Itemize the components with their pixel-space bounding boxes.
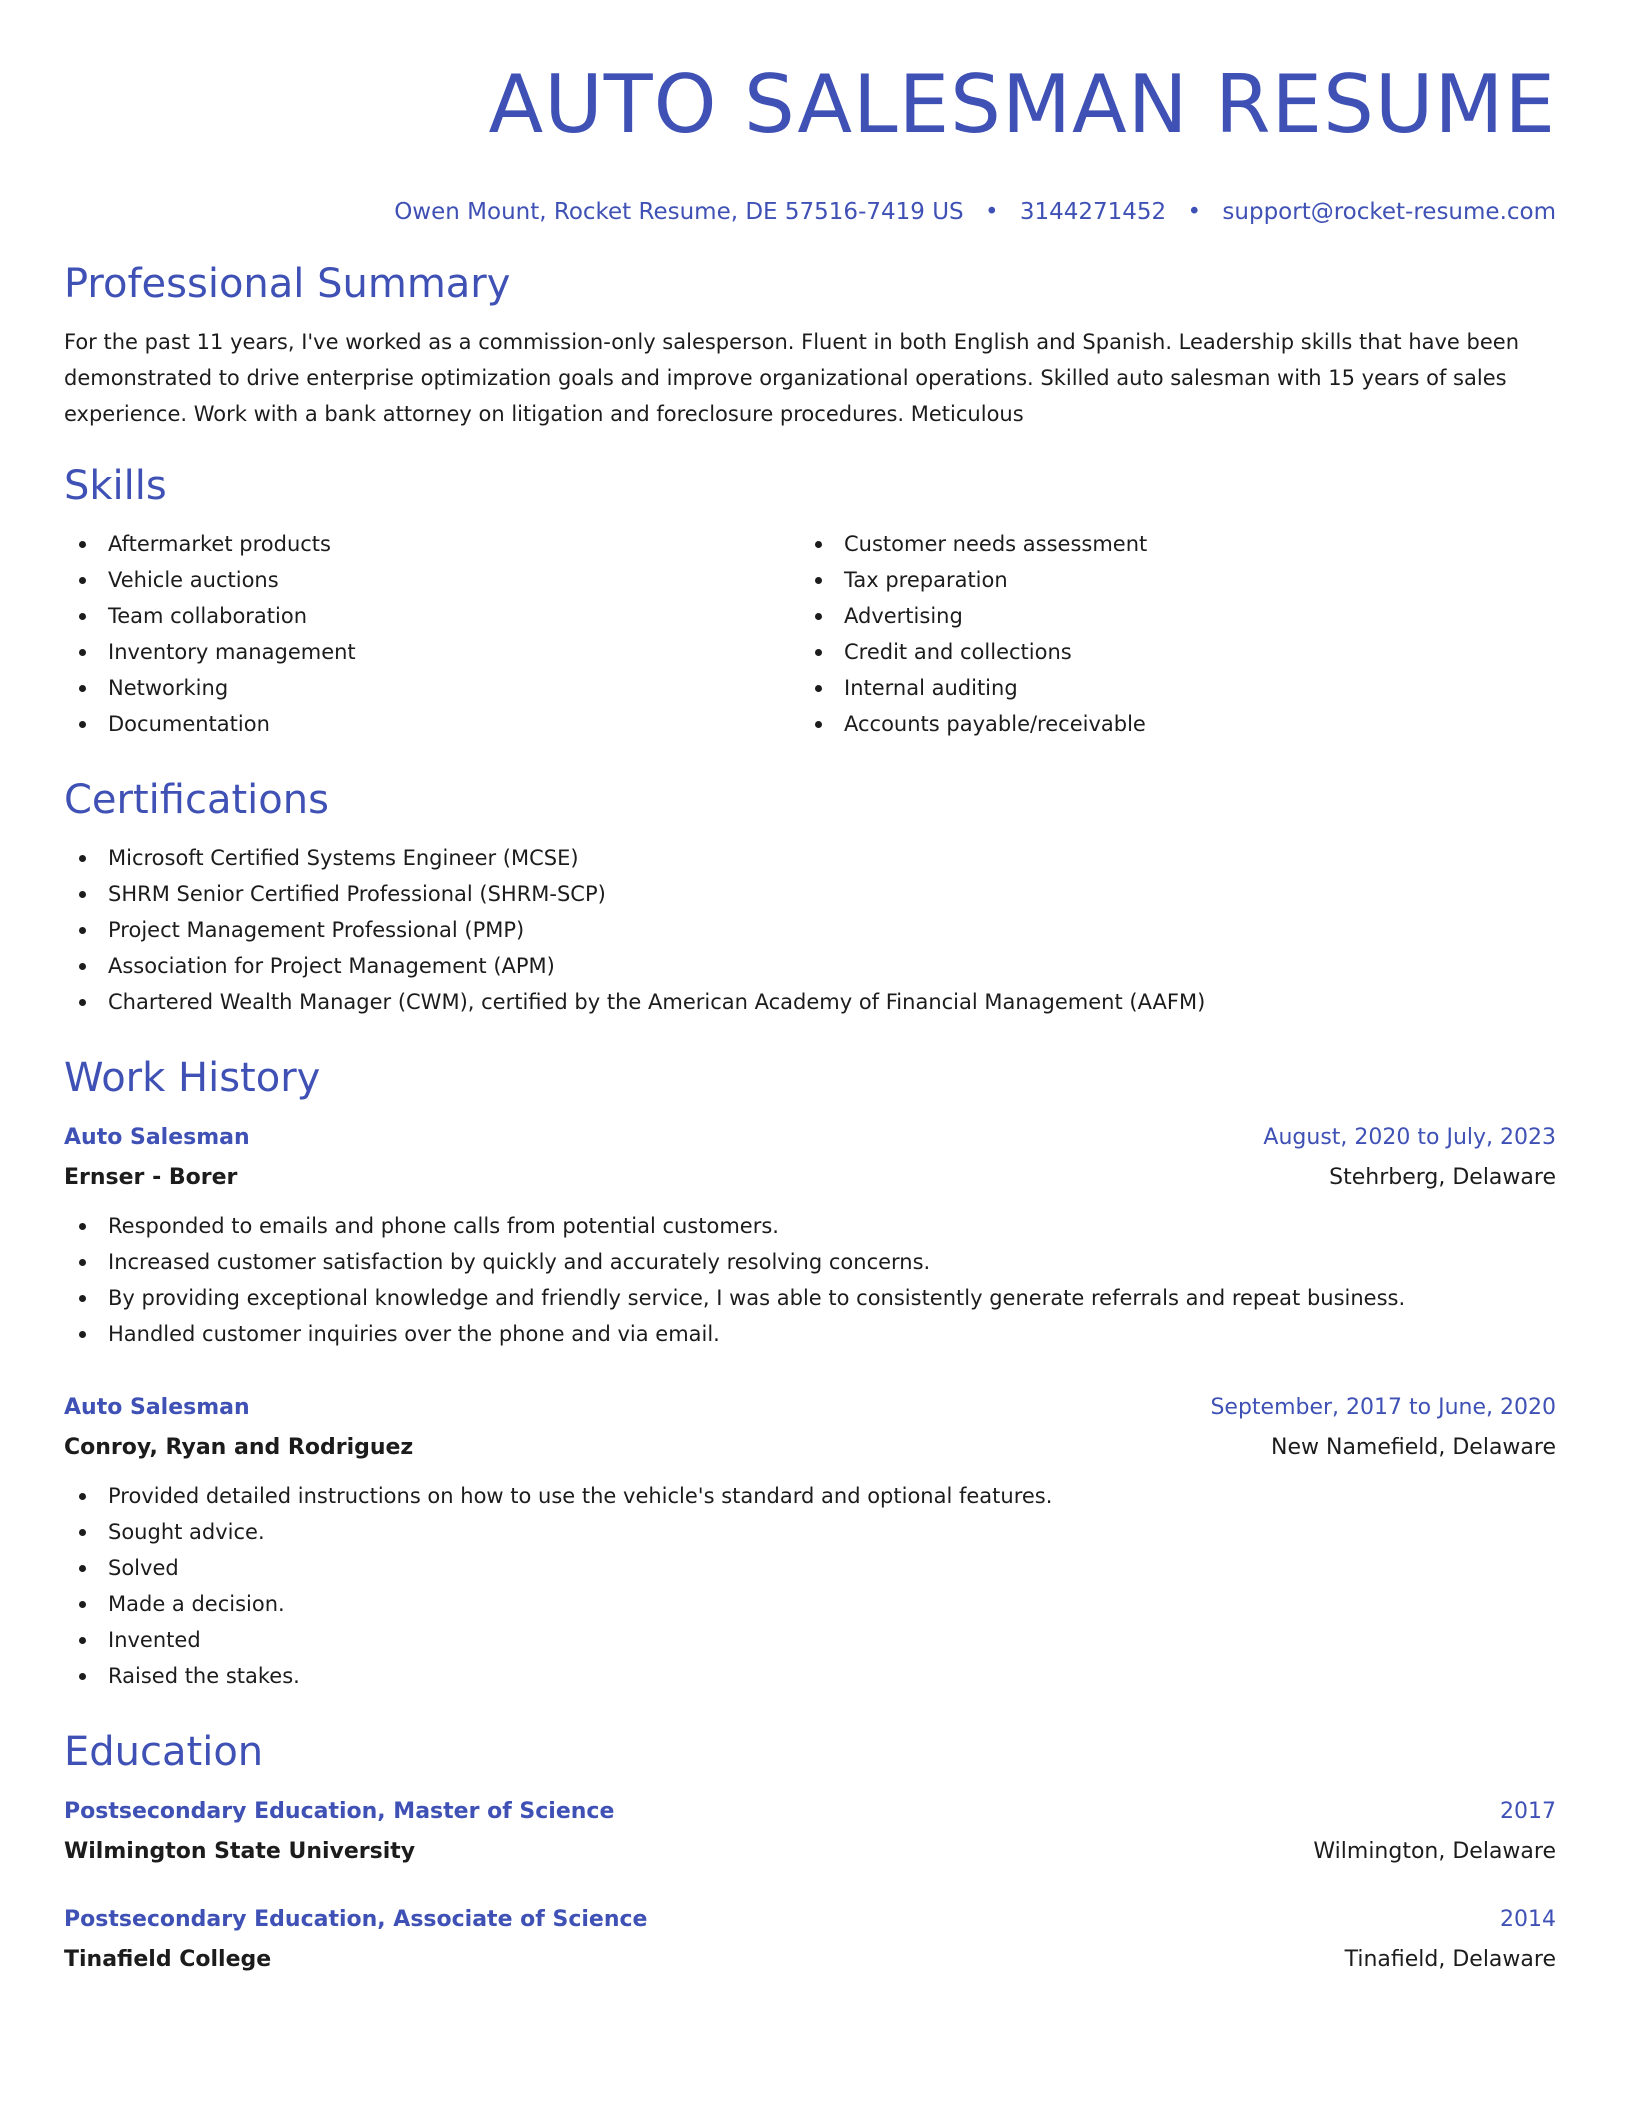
skill-item xyxy=(800,598,1536,634)
skill-label: Customer needs assessment xyxy=(844,532,1148,556)
bullet-icon xyxy=(79,927,86,934)
company-name: Conroy, Ryan and Rodriguez xyxy=(64,1435,414,1460)
job-duty-text: Provided detailed instructions on how to use the vehicle's standard and optional features. xyxy=(108,1484,1053,1508)
job-title-row xyxy=(64,1118,1556,1158)
school-name: Wilmington State University xyxy=(64,1839,416,1864)
job-location: Stehrberg, Delaware xyxy=(1329,1165,1556,1190)
bullet-icon xyxy=(79,1223,86,1230)
skills-list-left xyxy=(64,526,800,742)
skill-item xyxy=(800,634,1536,670)
bullet-icon xyxy=(79,1673,86,1680)
skill-label: Team collaboration xyxy=(108,604,308,628)
bullet-icon xyxy=(79,1331,86,1338)
job-dates: September, 2017 to June, 2020 xyxy=(1210,1395,1556,1420)
job-duty-item xyxy=(64,1550,1556,1586)
bullet-icon xyxy=(79,963,86,970)
graduation-year: 2014 xyxy=(1500,1907,1556,1932)
job-duty-text: By providing exceptional knowledge and friendly service, I was able to consistently generate referrals and repeat business. xyxy=(108,1286,1406,1310)
bullet-icon xyxy=(79,1565,86,1572)
contact-separator: • xyxy=(1187,199,1202,225)
job-duties-list xyxy=(64,1478,1556,1694)
certification-label: Chartered Wealth Manager (CWM), certified by the American Academy of Financial Management (AAFM) xyxy=(108,990,1206,1014)
degree-title: Postsecondary Education, Associate of Science xyxy=(64,1907,648,1932)
bullet-icon xyxy=(79,721,86,728)
work-history-section xyxy=(64,1050,1556,1694)
job-dates: August, 2020 to July, 2023 xyxy=(1263,1125,1556,1150)
school-name: Tinafield College xyxy=(64,1947,272,1972)
job-duty-text: Responded to emails and phone calls from potential customers. xyxy=(108,1214,779,1238)
skill-item xyxy=(800,706,1536,742)
bullet-icon xyxy=(79,541,86,548)
certification-label: SHRM Senior Certified Professional (SHRM-SCP) xyxy=(108,882,606,906)
certification-label: Microsoft Certified Systems Engineer (MCSE) xyxy=(108,846,579,870)
skill-label: Credit and collections xyxy=(844,640,1072,664)
job-duties-list xyxy=(64,1208,1556,1352)
bullet-icon xyxy=(815,613,822,620)
bullet-icon xyxy=(79,1529,86,1536)
school-row xyxy=(64,1940,1556,1980)
bullet-icon xyxy=(79,613,86,620)
bullet-icon xyxy=(815,577,822,584)
job-duty-item xyxy=(64,1622,1556,1658)
skill-item xyxy=(800,562,1536,598)
certification-item xyxy=(64,876,1556,912)
graduation-year: 2017 xyxy=(1500,1799,1556,1824)
certification-item xyxy=(64,948,1556,984)
job-duty-item xyxy=(64,1478,1556,1514)
education-entry xyxy=(64,1792,1556,1872)
school-location: Wilmington, Delaware xyxy=(1313,1839,1556,1864)
skill-label: Aftermarket products xyxy=(108,532,331,556)
bullet-icon xyxy=(79,685,86,692)
school-row xyxy=(64,1832,1556,1872)
job-duty-item xyxy=(64,1316,1556,1352)
resume-header xyxy=(64,40,1556,228)
certification-label: Project Management Professional (PMP) xyxy=(108,918,525,942)
bullet-icon xyxy=(79,1493,86,1500)
contact-phone: 3144271452 xyxy=(1019,199,1167,225)
bullet-icon xyxy=(79,1295,86,1302)
skill-label: Networking xyxy=(108,676,229,700)
degree-row xyxy=(64,1792,1556,1832)
job-duty-item xyxy=(64,1658,1556,1694)
skill-label: Inventory management xyxy=(108,640,356,664)
section-heading: Work History xyxy=(64,1055,321,1101)
bullet-icon xyxy=(79,999,86,1006)
summary-text: For the past 11 years, I've worked as a commission-only salesperson. Fluent in both English and Spanish. Leadership skills that have been demonstrated to drive enterprise optimization goals and improve organizational operations. Skilled auto salesman with 15 years of sales experience. Work with a bank attorney on litigation and foreclosure procedures. Meticulous xyxy=(64,330,1519,426)
job-duty-text: Solved xyxy=(108,1556,179,1580)
degree-row xyxy=(64,1900,1556,1940)
job-title-row xyxy=(64,1388,1556,1428)
job-duty-text: Handled customer inquiries over the phone and via email. xyxy=(108,1322,720,1346)
skill-item xyxy=(64,670,800,706)
bullet-icon xyxy=(79,577,86,584)
skills-section xyxy=(64,458,1556,742)
skill-label: Internal auditing xyxy=(844,676,1018,700)
job-duty-item xyxy=(64,1280,1556,1316)
bullet-icon xyxy=(79,1601,86,1608)
bullet-icon xyxy=(815,721,822,728)
education-entry xyxy=(64,1900,1556,1980)
skill-item xyxy=(64,634,800,670)
professional-summary-section xyxy=(64,256,1556,432)
job-duty-text: Made a decision. xyxy=(108,1592,285,1616)
bullet-icon xyxy=(79,855,86,862)
bullet-icon xyxy=(815,649,822,656)
job-duty-text: Invented xyxy=(108,1628,201,1652)
resume-page xyxy=(64,40,1556,1980)
bullet-icon xyxy=(815,541,822,548)
job-duty-text: Raised the stakes. xyxy=(108,1664,300,1688)
skill-label: Accounts payable/receivable xyxy=(844,712,1146,736)
section-heading: Education xyxy=(64,1729,264,1775)
skill-label: Advertising xyxy=(844,604,963,628)
certification-item xyxy=(64,840,1556,876)
contact-address: Owen Mount, Rocket Resume, DE 57516-7419 US xyxy=(394,199,964,225)
bullet-icon xyxy=(79,649,86,656)
job-title: Auto Salesman xyxy=(64,1125,250,1150)
bullet-icon xyxy=(815,685,822,692)
contact-separator: • xyxy=(984,199,999,225)
job-company-row xyxy=(64,1428,1556,1468)
section-heading: Certifications xyxy=(64,777,329,823)
skills-list-right xyxy=(800,526,1536,742)
job-duty-text: Sought advice. xyxy=(108,1520,265,1544)
contact-email: support@rocket-resume.com xyxy=(1222,199,1556,225)
skill-label: Vehicle auctions xyxy=(108,568,279,592)
skill-item xyxy=(64,562,800,598)
skill-item xyxy=(64,526,800,562)
bullet-icon xyxy=(79,1259,86,1266)
job-entry xyxy=(64,1388,1556,1694)
contact-line xyxy=(64,196,1556,228)
job-duty-item xyxy=(64,1244,1556,1280)
certification-item xyxy=(64,912,1556,948)
skill-item xyxy=(64,706,800,742)
resume-title: AUTO SALESMAN RESUME xyxy=(488,58,1556,151)
bullet-icon xyxy=(79,1637,86,1644)
section-heading: Professional Summary xyxy=(64,261,511,307)
job-duty-item xyxy=(64,1208,1556,1244)
certifications-list xyxy=(64,840,1556,1020)
skills-columns xyxy=(64,526,1556,742)
job-duty-text: Increased customer satisfaction by quickly and accurately resolving concerns. xyxy=(108,1250,931,1274)
skill-label: Documentation xyxy=(108,712,270,736)
skill-item xyxy=(64,598,800,634)
certifications-section xyxy=(64,772,1556,1020)
certification-label: Association for Project Management (APM) xyxy=(108,954,555,978)
job-entry xyxy=(64,1118,1556,1352)
job-title: Auto Salesman xyxy=(64,1395,250,1420)
skill-item xyxy=(800,526,1536,562)
certification-item xyxy=(64,984,1556,1020)
company-name: Ernser - Borer xyxy=(64,1165,238,1190)
job-duty-item xyxy=(64,1514,1556,1550)
skill-label: Tax preparation xyxy=(844,568,1008,592)
job-duty-item xyxy=(64,1586,1556,1622)
skill-item xyxy=(800,670,1536,706)
job-company-row xyxy=(64,1158,1556,1198)
school-location: Tinafield, Delaware xyxy=(1344,1947,1556,1972)
education-section xyxy=(64,1724,1556,1980)
bullet-icon xyxy=(79,891,86,898)
job-location: New Namefield, Delaware xyxy=(1271,1435,1556,1460)
section-heading: Skills xyxy=(64,463,167,509)
degree-title: Postsecondary Education, Master of Science xyxy=(64,1799,615,1824)
